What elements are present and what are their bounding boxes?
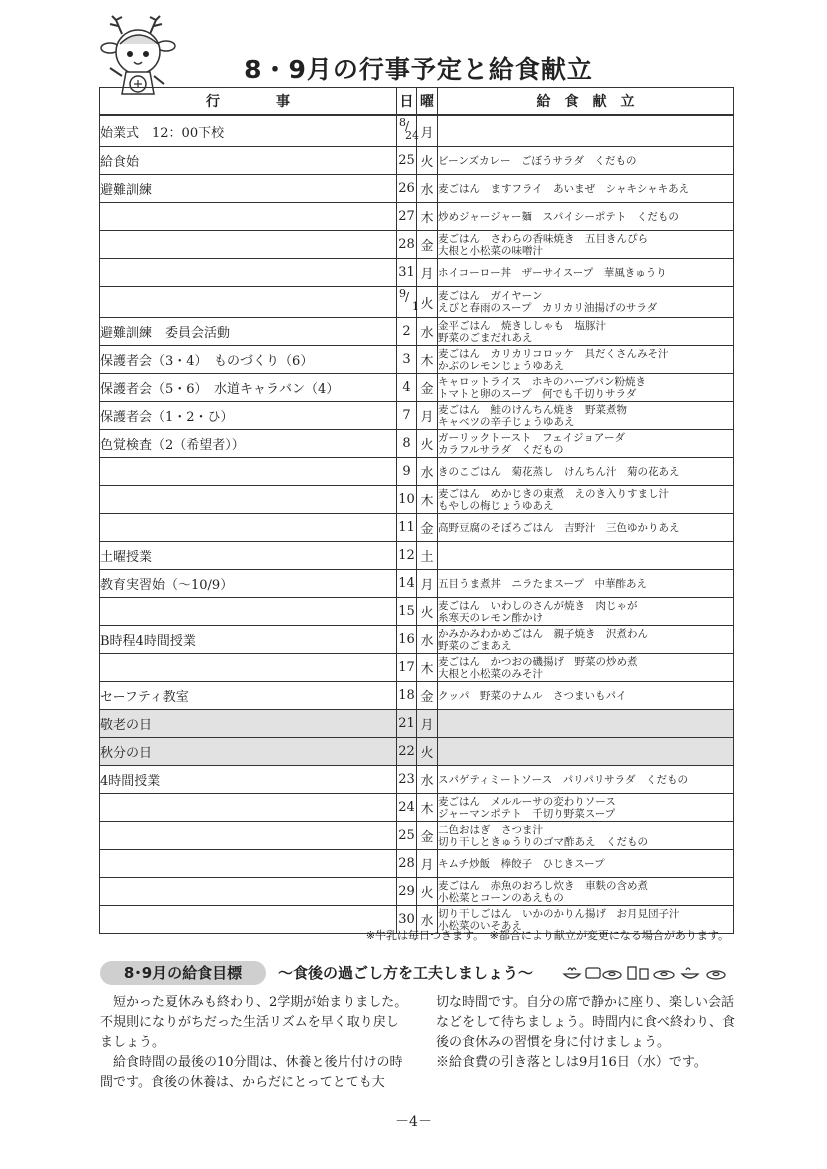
day-cell: 15 xyxy=(397,598,417,626)
weekday-cell: 月 xyxy=(417,850,438,878)
day-cell: 4 xyxy=(397,374,417,402)
event-cell xyxy=(100,794,397,822)
header-events: 行 事 xyxy=(100,88,397,116)
day-cell: 18 xyxy=(397,682,417,710)
event-cell: 始業式 12：00下校 xyxy=(100,115,397,147)
weekday-cell: 火 xyxy=(417,147,438,175)
table-row xyxy=(100,570,734,598)
event-cell: 秋分の日 xyxy=(100,738,397,766)
schedule-table xyxy=(99,87,734,934)
goal-paragraph: 短かった夏休みも終わり、2学期が始まりました。不規則になりがちだった生活リズムを早く取り戻しましょう。 xyxy=(100,995,408,1050)
menu-cell xyxy=(438,682,734,710)
menu-line: 切り干しごはん いかのかりん揚げ お月見団子汁 xyxy=(438,907,680,920)
menu-cell xyxy=(438,458,734,486)
month-day-fraction xyxy=(397,116,421,142)
weekday-cell: 月 xyxy=(417,259,438,287)
table-header-row xyxy=(100,88,734,116)
table-row xyxy=(100,402,734,430)
day-cell: 14 xyxy=(397,570,417,598)
table-row xyxy=(100,598,734,626)
table-row xyxy=(100,626,734,654)
menu-line: 麦ごはん ますフライ あいまぜ シャキシャキあえ xyxy=(438,182,690,195)
weekday-cell: 金 xyxy=(417,374,438,402)
weekday-cell: 木 xyxy=(417,794,438,822)
page-number: －4－ xyxy=(395,1114,432,1130)
date-number: 1 xyxy=(412,300,419,313)
day-cell: 28 xyxy=(397,850,417,878)
menu-cell xyxy=(438,822,734,850)
event-cell: 避難訓練 委員会活動 xyxy=(100,318,397,346)
weekday-cell: 木 xyxy=(417,203,438,231)
menu-cell xyxy=(438,626,734,654)
table-row xyxy=(100,147,734,175)
event-cell: 保護者会（3・4） ものづくり（6） xyxy=(100,346,397,374)
weekday-cell: 月 xyxy=(417,402,438,430)
day-cell: 7 xyxy=(397,402,417,430)
day-cell: 17 xyxy=(397,654,417,682)
weekday-cell: 月 xyxy=(417,570,438,598)
menu-line: ビーンズカレー ごぼうサラダ くだもの xyxy=(438,154,637,167)
day-cell: 25 xyxy=(397,822,417,850)
menu-cell xyxy=(438,430,734,458)
menu-cell xyxy=(438,598,734,626)
table-row xyxy=(100,794,734,822)
menu-cell xyxy=(438,570,734,598)
day-cell: 12 xyxy=(397,542,417,570)
fraction-slash: / xyxy=(405,290,410,304)
day-cell: 28 xyxy=(397,231,417,259)
menu-cell xyxy=(438,794,734,822)
table-row xyxy=(100,259,734,287)
event-cell xyxy=(100,458,397,486)
weekday-cell: 火 xyxy=(417,287,438,318)
event-cell xyxy=(100,654,397,682)
menu-line: トマトと卵のスープ 何でも千切りサラダ xyxy=(438,387,637,400)
event-cell xyxy=(100,822,397,850)
menu-cell xyxy=(438,402,734,430)
event-cell xyxy=(100,878,397,906)
day-cell: 31 xyxy=(397,259,417,287)
table-row xyxy=(100,430,734,458)
menu-line: キャロットライス ホキのハーブパン粉焼き xyxy=(438,375,647,388)
weekday-cell: 水 xyxy=(417,175,438,203)
header-day: 日 xyxy=(397,88,417,116)
event-cell xyxy=(100,906,397,934)
event-cell: B時程4時間授業 xyxy=(100,626,397,654)
menu-line: 炒めジャージャー麺 スパイシーポテト くだもの xyxy=(438,210,679,223)
event-cell xyxy=(100,287,397,318)
event-cell xyxy=(100,259,397,287)
menu-line: 麦ごはん カリカリコロッケ 具だくさんみそ汁 xyxy=(438,347,669,360)
menu-cell xyxy=(438,318,734,346)
menu-cell xyxy=(438,766,734,794)
table-row xyxy=(100,850,734,878)
day-cell: 3 xyxy=(397,346,417,374)
table-row xyxy=(100,231,734,259)
event-cell xyxy=(100,203,397,231)
menu-cell xyxy=(438,850,734,878)
table-row xyxy=(100,346,734,374)
table-row xyxy=(100,878,734,906)
table-row xyxy=(100,682,734,710)
menu-cell xyxy=(438,374,734,402)
day-cell: 22 xyxy=(397,738,417,766)
weekday-cell: 金 xyxy=(417,682,438,710)
weekday-cell: 土 xyxy=(417,542,438,570)
menu-line: 五目うま煮丼 ニラたまスープ 中華酢あえ xyxy=(438,577,647,590)
day-cell: 29 xyxy=(397,878,417,906)
menu-cell xyxy=(438,710,734,738)
weekday-cell: 金 xyxy=(417,231,438,259)
table-row xyxy=(100,287,734,318)
day-cell: 11 xyxy=(397,514,417,542)
menu-line: 小松菜のいそあえ xyxy=(438,919,522,932)
menu-line: 麦ごはん 赤魚のおろし炊き 車麩の含め煮 xyxy=(438,879,648,892)
day-cell: 21 xyxy=(397,710,417,738)
menu-line: 麦ごはん メルルーサの変わりソース xyxy=(438,795,616,808)
schedule-rows xyxy=(100,115,734,934)
month-number: 9 xyxy=(399,287,406,300)
menu-cell xyxy=(438,287,734,318)
goal-paragraph: 給食時間の最後の10分間は、休養と後片付けの時間です。食後の休養は、からだにとってとても大 xyxy=(100,1055,403,1090)
menu-line: 麦ごはん めかじきの東煮 えのき入りすまし汁 xyxy=(438,487,669,500)
event-cell: 4時間授業 xyxy=(100,766,397,794)
menu-line: キャベツの辛子じょうゆあえ xyxy=(438,415,575,428)
weekday-cell: 月 xyxy=(417,710,438,738)
day-cell: 23 xyxy=(397,766,417,794)
menu-line: ホイコーロー丼 ザーサイスープ 華風きゅうり xyxy=(438,266,667,279)
table-row xyxy=(100,514,734,542)
goal-badge: 8･9月の給食目標 xyxy=(100,961,266,985)
menu-cell xyxy=(438,147,734,175)
fraction-slash: / xyxy=(405,119,410,133)
table-row xyxy=(100,203,734,231)
menu-line: 二色おはぎ さつま汁 xyxy=(438,823,543,836)
dishes-illustration xyxy=(560,960,730,984)
weekday-cell: 水 xyxy=(417,458,438,486)
menu-line: えびと春雨のスープ カリカリ油揚げのサラダ xyxy=(438,302,658,314)
menu-line: 金平ごはん 焼きししゃも 塩豚汁 xyxy=(438,319,606,332)
header-menu: 給 食 献 立 xyxy=(438,88,734,116)
event-cell xyxy=(100,514,397,542)
menu-line: かぶのレモンじょうゆあえ xyxy=(438,359,564,372)
menu-line: きのこごはん 菊花蒸し けんちん汁 菊の花あえ xyxy=(438,465,680,478)
weekday-cell: 水 xyxy=(417,906,438,934)
day-cell: 2 xyxy=(397,318,417,346)
table-row xyxy=(100,318,734,346)
date-number: 24 xyxy=(405,129,419,142)
menu-cell xyxy=(438,175,734,203)
event-cell: 土曜授業 xyxy=(100,542,397,570)
day-cell: 25 xyxy=(397,147,417,175)
menu-line: 麦ごはん ガイヤーン xyxy=(438,290,543,302)
event-cell xyxy=(100,231,397,259)
menu-cell xyxy=(438,486,734,514)
menu-line: スパゲティミートソース パリパリサラダ くだもの xyxy=(438,773,689,786)
menu-cell xyxy=(438,514,734,542)
day-cell: 26 xyxy=(397,175,417,203)
weekday-cell: 火 xyxy=(417,878,438,906)
weekday-cell: 水 xyxy=(417,766,438,794)
table-row xyxy=(100,175,734,203)
day-cell: 16 xyxy=(397,626,417,654)
table-row xyxy=(100,458,734,486)
event-cell xyxy=(100,486,397,514)
menu-cell xyxy=(438,203,734,231)
table-row xyxy=(100,115,734,147)
menu-line: 野菜のごまあえ xyxy=(438,639,512,652)
event-cell: 敬老の日 xyxy=(100,710,397,738)
menu-line: もやしの梅じょうゆあえ xyxy=(438,499,554,512)
menu-line: クッパ 野菜のナムル さつまいもパイ xyxy=(438,689,627,702)
menu-cell xyxy=(438,654,734,682)
event-cell: セーフティ教室 xyxy=(100,682,397,710)
goal-subtitle: ～食後の過ごし方を工夫しましょう～ xyxy=(278,964,534,982)
menu-line: 大根と小松菜の味噌汁 xyxy=(438,244,543,257)
weekday-cell: 火 xyxy=(417,738,438,766)
month-day-fraction xyxy=(397,287,421,313)
menu-line: 糸寒天のレモン酢かけ xyxy=(438,611,543,624)
table-row xyxy=(100,542,734,570)
menu-line: 麦ごはん さわらの香味焼き 五目きんぴら xyxy=(438,232,648,245)
menu-line: 麦ごはん かつおの磯揚げ 野菜の炒め煮 xyxy=(438,655,638,668)
day-cell: 8 xyxy=(397,430,417,458)
weekday-cell: 月 xyxy=(417,115,438,147)
menu-cell xyxy=(438,346,734,374)
table-row xyxy=(100,710,734,738)
menu-line: 小松菜とコーンのあえもの xyxy=(438,891,564,904)
day-cell xyxy=(397,115,417,147)
menu-cell xyxy=(438,259,734,287)
event-cell: 教育実習始（～10/9） xyxy=(100,570,397,598)
month-number: 8 xyxy=(399,116,406,129)
menu-line: 麦ごはん いわしのさんが焼き 肉じゃが xyxy=(438,599,638,612)
weekday-cell: 木 xyxy=(417,486,438,514)
day-cell: 10 xyxy=(397,486,417,514)
event-cell: 保護者会（5・6） 水道キャラバン（4） xyxy=(100,374,397,402)
weekday-cell: 木 xyxy=(417,346,438,374)
menu-line: 野菜のごまだれあえ xyxy=(438,331,533,344)
weekday-cell: 水 xyxy=(417,626,438,654)
menu-line: かみかみわかめごはん 親子焼き 沢煮わん xyxy=(438,627,648,640)
day-cell: 27 xyxy=(397,203,417,231)
goal-text-column-1 xyxy=(100,993,410,1093)
table-row xyxy=(100,822,734,850)
table-row xyxy=(100,654,734,682)
event-cell xyxy=(100,598,397,626)
menu-line: ジャーマンポテト 千切り野菜スープ xyxy=(438,807,616,820)
menu-cell xyxy=(438,542,734,570)
event-cell: 給食始 xyxy=(100,147,397,175)
menu-line: 大根と小松菜のみそ汁 xyxy=(438,667,543,680)
table-row xyxy=(100,738,734,766)
weekday-cell: 金 xyxy=(417,514,438,542)
menu-cell xyxy=(438,878,734,906)
fee-note: ※給食費の引き落としは9月16日（水）です。 xyxy=(436,1055,707,1070)
menu-line: 麦ごはん 鮭のけんちん焼き 野菜煮物 xyxy=(438,403,627,416)
event-cell: 色覚検査（2（希望者）） xyxy=(100,430,397,458)
weekday-cell: 木 xyxy=(417,654,438,682)
event-cell: 保護者会（1・2・ひ） xyxy=(100,402,397,430)
day-cell: 24 xyxy=(397,794,417,822)
menu-line: 切り干しときゅうりのゴマ酢あえ くだもの xyxy=(438,835,648,848)
event-cell xyxy=(100,850,397,878)
table-row xyxy=(100,374,734,402)
day-cell: 30 xyxy=(397,906,417,934)
menu-cell xyxy=(438,231,734,259)
header-weekday: 曜 xyxy=(417,88,438,116)
menu-line: カラフルサラダ くだもの xyxy=(438,443,564,456)
menu-line: キムチ炒飯 棒餃子 ひじきスープ xyxy=(438,857,605,870)
event-cell: 避難訓練 xyxy=(100,175,397,203)
day-cell xyxy=(397,287,417,318)
weekday-cell: 火 xyxy=(417,598,438,626)
table-row xyxy=(100,486,734,514)
menu-line: ガーリックトースト フェイジョアーダ xyxy=(438,431,626,444)
goal-text-column-2 xyxy=(436,993,736,1073)
menu-line: 高野豆腐のそぼろごはん 吉野汁 三色ゆかりあえ xyxy=(438,521,680,534)
milk-note: ※牛乳は毎日つきます。 ※都合により献立が変更になる場合があります。 xyxy=(365,929,729,942)
page-title: 8・9月の行事予定と給食献立 xyxy=(244,55,593,84)
weekday-cell: 火 xyxy=(417,430,438,458)
menu-cell xyxy=(438,115,734,147)
table-row xyxy=(100,766,734,794)
day-cell: 9 xyxy=(397,458,417,486)
menu-cell xyxy=(438,738,734,766)
weekday-cell: 金 xyxy=(417,822,438,850)
goal-paragraph: 切な時間です。自分の席で静かに座り、楽しい会話などをして待ちましょう。時間内に食べ終わり、食後の食休みの習慣を身に付けましょう。 xyxy=(436,995,736,1050)
weekday-cell: 水 xyxy=(417,318,438,346)
